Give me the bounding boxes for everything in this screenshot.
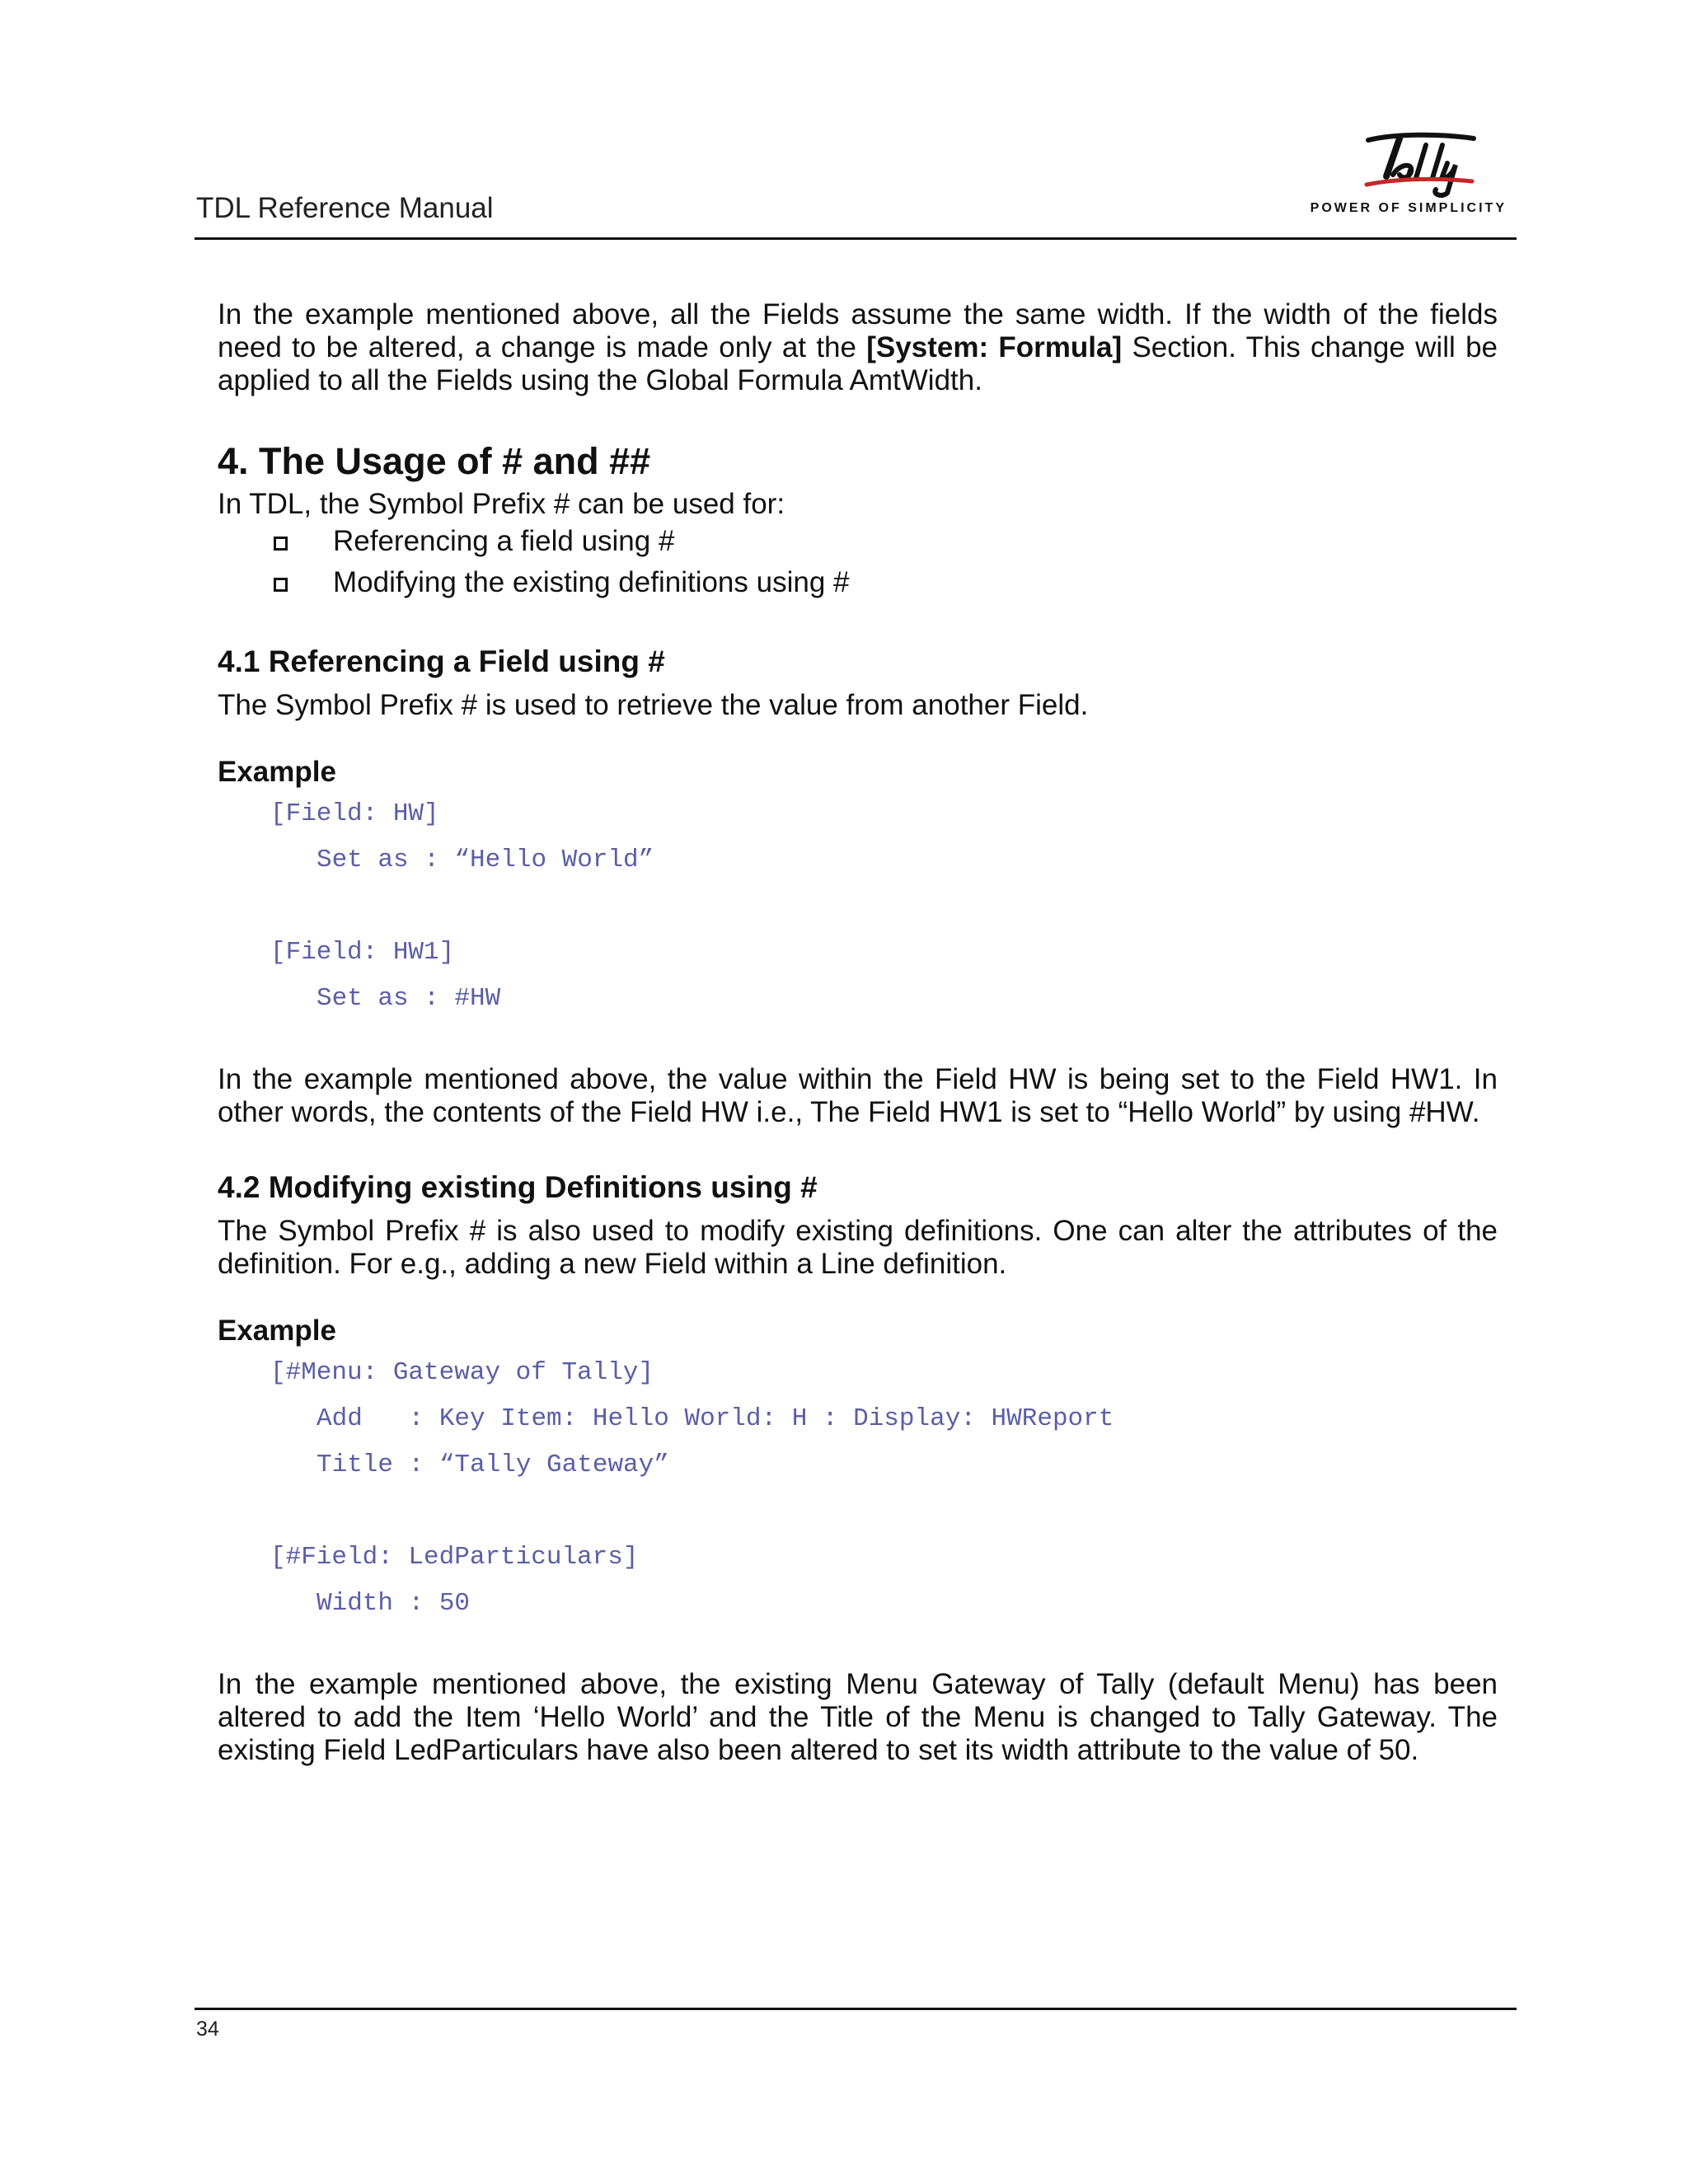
section-4-1-text: The Symbol Prefix # is used to retrieve the value from another Field. bbox=[218, 689, 1089, 721]
code-line: [Field: HW] bbox=[270, 799, 439, 828]
header-rule bbox=[195, 237, 1517, 240]
section-4-1-heading: 4.1 Referencing a Field using # bbox=[218, 644, 665, 678]
code-line: [#Menu: Gateway of Tally] bbox=[270, 1358, 654, 1387]
code-line: Title : “Tally Gateway” bbox=[316, 1451, 669, 1479]
code-line: Width : 50 bbox=[316, 1589, 471, 1618]
bullet-text: Modifying the existing definitions using # bbox=[333, 566, 850, 598]
square-bullet-icon bbox=[274, 537, 288, 551]
code-line: Set as : “Hello World” bbox=[316, 846, 654, 874]
intro-bold: [System: Formula] bbox=[866, 331, 1123, 363]
intro-text-2: Section. This change will be applied to all the Fields using the Global Formula AmtWidth. bbox=[218, 331, 1498, 396]
tally-logo-icon bbox=[1350, 132, 1482, 198]
section-4-1-explanation: In the example mentioned above, the value within the Field HW is being set to the Field HW1. In other words, the contents of the Field HW i.e., The Field HW1 is set to “Hello World” by using #HW. bbox=[218, 1063, 1498, 1128]
example-label: Example bbox=[218, 756, 336, 788]
page-content bbox=[218, 298, 1498, 1767]
bullet-item bbox=[218, 521, 1498, 562]
section-4-bullets bbox=[218, 521, 1498, 603]
example-label: Example bbox=[218, 1315, 336, 1347]
code-line: Add : Key Item: Hello World: H : Display: HWReport bbox=[316, 1404, 1114, 1433]
tally-logo bbox=[1310, 132, 1507, 223]
footer-rule bbox=[195, 2008, 1517, 2010]
bullet-text: Referencing a field using # bbox=[333, 525, 675, 557]
bullet-item bbox=[218, 562, 1498, 603]
square-bullet-icon bbox=[274, 578, 288, 592]
section-4-lead: In TDL, the Symbol Prefix # can be used for: bbox=[218, 488, 785, 520]
page-header bbox=[195, 132, 1517, 241]
code-block-2 bbox=[218, 1350, 1498, 1627]
section-4-2-explanation: In the example mentioned above, the existing Menu Gateway of Tally (default Menu) has been altered to add the Item ‘Hello World’ and the Title of the Menu is changed to Tally Gateway. The existing Field LedParticulars have also been altered to set its width attribute to the value of 50. bbox=[218, 1668, 1498, 1766]
code-line: [Field: HW1] bbox=[270, 938, 455, 967]
code-line: Set as : #HW bbox=[316, 984, 501, 1013]
code-block-1 bbox=[218, 791, 1498, 1022]
section-4-heading: 4. The Usage of # and ## bbox=[218, 440, 651, 482]
intro-text-1: In the example mentioned above, all the Fields assume the same width. If the width of the fields need to be altered, a change is made only at the bbox=[218, 298, 1498, 363]
page-number: 34 bbox=[196, 2018, 219, 2041]
section-4-2-heading: 4.2 Modifying existing Definitions using # bbox=[218, 1170, 818, 1204]
intro-paragraph bbox=[218, 298, 1498, 397]
code-line: [#Field: LedParticulars] bbox=[270, 1543, 639, 1572]
section-4-2-text: The Symbol Prefix # is also used to modify existing definitions. One can alter the attributes of the definition. For e.g., adding a new Field within a Line definition. bbox=[218, 1215, 1498, 1280]
manual-title: TDL Reference Manual bbox=[196, 192, 494, 224]
logo-tagline: POWER OF SIMPLICITY bbox=[1310, 201, 1507, 215]
